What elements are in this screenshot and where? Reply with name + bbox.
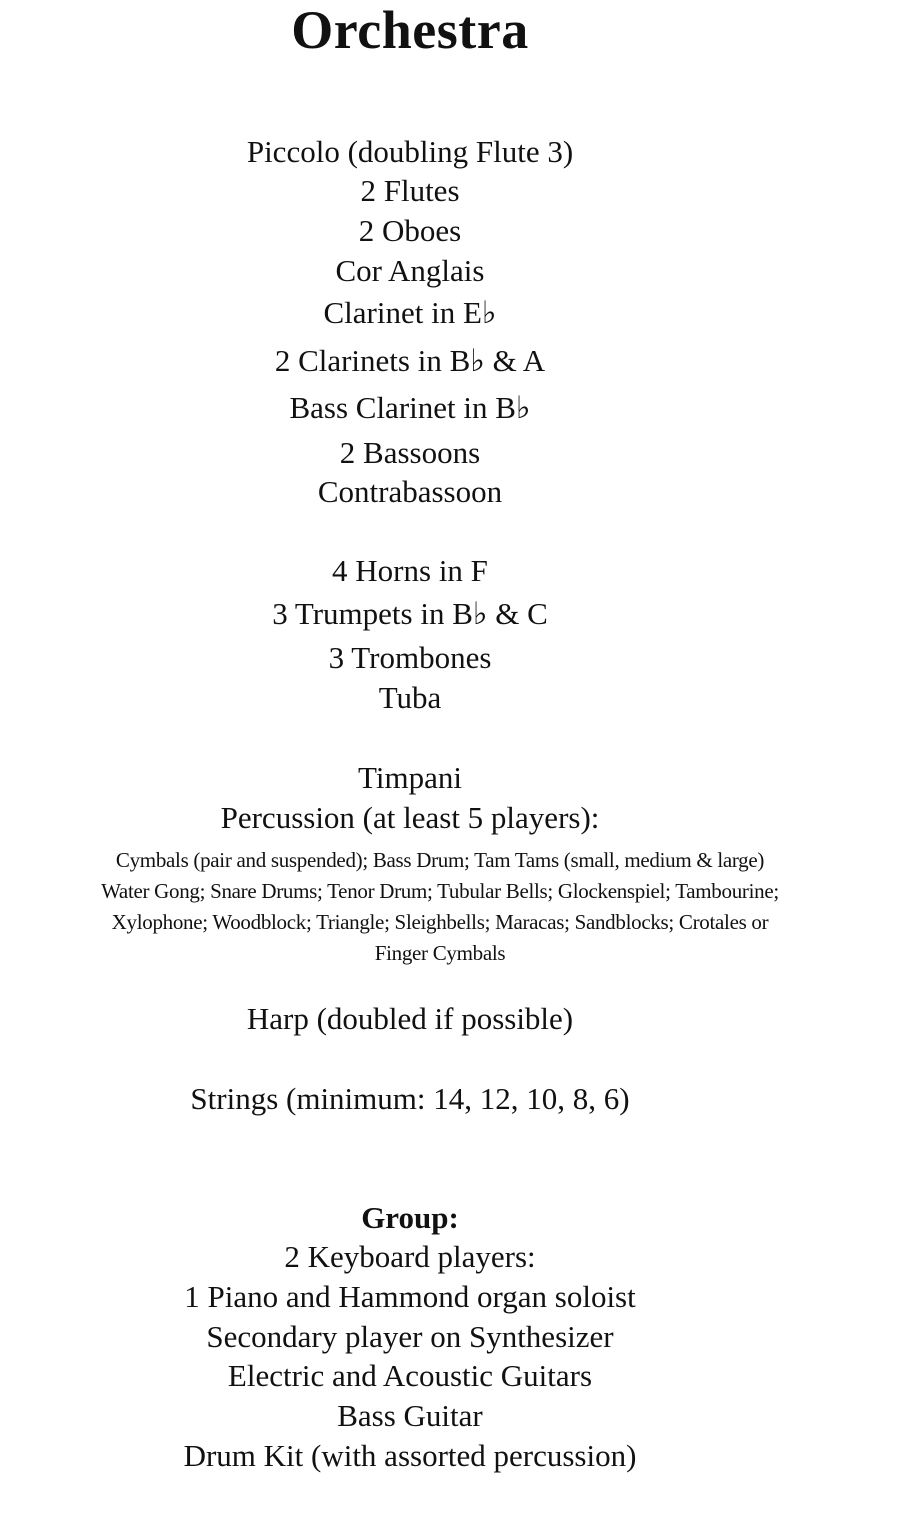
group-heading: Group: [361, 1200, 459, 1235]
percussion-instruments-line: Water Gong; Snare Drums; Tenor Drum; Tubular Bells; Glockenspiel; Tambourine; [101, 879, 779, 903]
group-line: Secondary player on Synthesizer [206, 1319, 614, 1354]
percussion-instruments-line: Finger Cymbals [374, 941, 506, 965]
group-line: Electric and Acoustic Guitars [227, 1358, 593, 1393]
woodwind-line: Clarinet in E♭ [323, 295, 497, 330]
brass-line: 3 Trombones [328, 640, 492, 675]
woodwind-line: 2 Bassoons [339, 435, 481, 470]
harp-line: Harp (doubled if possible) [246, 1001, 574, 1036]
strings-line: Strings (minimum: 14, 12, 10, 8, 6) [190, 1081, 630, 1116]
woodwind-line: 2 Clarinets in B♭ & A [274, 343, 546, 378]
woodwind-line: Contrabassoon [317, 474, 503, 509]
percussion-instruments-line: Cymbals (pair and suspended); Bass Drum; Tam Tams (small, medium & large) [115, 848, 765, 872]
brass-line: Tuba [378, 680, 442, 715]
woodwind-line: Cor Anglais [335, 253, 485, 288]
woodwind-line: Piccolo (doubling Flute 3) [246, 134, 574, 169]
group-line: Bass Guitar [337, 1398, 483, 1433]
woodwind-line: 2 Oboes [358, 213, 462, 248]
percussion-instruments-line: Xylophone; Woodblock; Triangle; Sleighbells; Maracas; Sandblocks; Crotales or [111, 910, 769, 934]
timpani-line: Timpani [358, 760, 462, 795]
brass-line: 3 Trumpets in B♭ & C [272, 596, 548, 631]
woodwind-line: Bass Clarinet in B♭ [289, 390, 531, 425]
brass-line: 4 Horns in F [332, 553, 488, 588]
woodwind-line: 2 Flutes [360, 173, 460, 208]
group-line: Drum Kit (with assorted percussion) [183, 1438, 637, 1473]
percussion-heading: Percussion (at least 5 players): [220, 800, 600, 835]
group-line: 1 Piano and Hammond organ soloist [184, 1279, 636, 1314]
page-title: Orchestra [291, 0, 529, 60]
group-line: 2 Keyboard players: [284, 1239, 536, 1274]
